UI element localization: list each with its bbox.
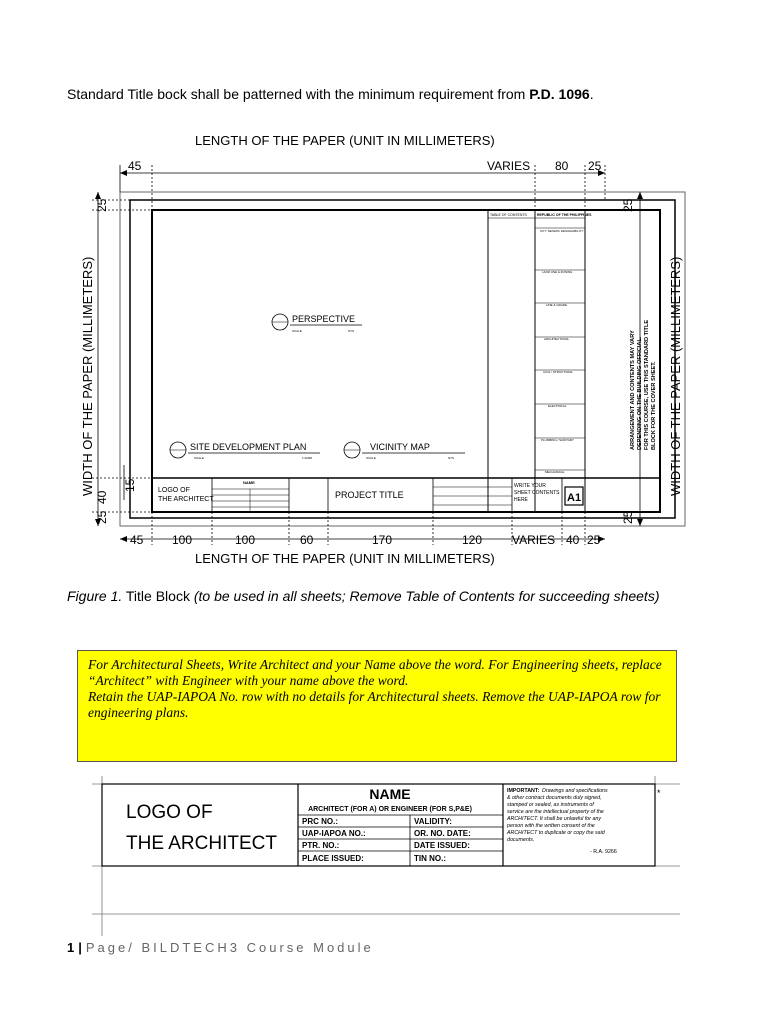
drawing-border [152, 210, 660, 512]
diagram-logo-line1: LOGO OF [158, 487, 190, 494]
dim-bottom-40: 40 [566, 533, 580, 547]
right-dimension-label: WIDTH OF THE PAPER (MILLIMETERS) [668, 256, 683, 496]
vicinity-map-label: VICINITY MAP [370, 442, 430, 452]
svg-text:NTS: NTS [448, 456, 454, 460]
svg-text:PLUMBING / SANITARY: PLUMBING / SANITARY [541, 438, 574, 442]
top-dimension-label: LENGTH OF THE PAPER (UNIT IN MILLIMETERS) [195, 133, 495, 148]
svg-text:CIVIL / STRUCTURAL: CIVIL / STRUCTURAL [543, 370, 574, 374]
intro-text: Standard Title bock shall be patterned with the minimum requirement from P.D. 1096. [67, 86, 594, 102]
bottom-dimension-label: LENGTH OF THE PAPER (UNIT IN MILLIMETERS) [195, 551, 495, 566]
field-place: PLACE ISSUED: [302, 854, 364, 863]
svg-text:IMPORTANT:: IMPORTANT: [507, 788, 540, 794]
field-prc: PRC NO.: [302, 817, 338, 826]
svg-text:SCALE: SCALE [194, 456, 204, 460]
left-dimension-label: WIDTH OF THE PAPER (MILLIMETERS) [80, 256, 95, 496]
detail-name: NAME [369, 786, 411, 802]
paper-border [130, 200, 675, 518]
detail-subtitle: ARCHITECT (FOR A) OR ENGINEER (FOR S,P&E) [308, 806, 472, 813]
svg-text:FOR THIS COURSE, USE THIS STAN: FOR THIS COURSE, USE THIS STANDARD TITLE [644, 319, 650, 450]
diagram-logo-line2: THE ARCHITECT [158, 496, 214, 503]
dim-bottom-varies: VARIES [512, 533, 556, 547]
svg-text:ARCHITECTURAL: ARCHITECTURAL [544, 337, 570, 341]
dim-bottom-25: 25 [587, 533, 601, 547]
dim-top-25: 25 [588, 159, 602, 173]
dim-left-25a: 25 [95, 198, 109, 212]
dim-left-25b: 25 [95, 510, 109, 524]
page-number: 1 [67, 940, 75, 955]
sheet-number: A1 [567, 492, 582, 504]
svg-text:person with the written consen: person with the written consent of the [507, 823, 595, 829]
dim-top-varies: VARIES [487, 159, 531, 173]
svg-text:ARCHITECT to duplicate or copy: ARCHITECT to duplicate or copy the said [507, 830, 605, 836]
svg-text:ARRANGEMENT AND CONTENTS MAY: ARRANGEMENT AND CONTENTS MAY VARY [630, 330, 636, 450]
field-or: OR. NO. DATE: [414, 829, 471, 838]
perspective-label: PERSPECTIVE [292, 314, 356, 324]
svg-text:1:200M: 1:200M [302, 456, 313, 460]
svg-text:BLOCK FOR THE COVER SHEET.: BLOCK FOR THE COVER SHEET. [651, 361, 657, 450]
diagram-name: NAME [243, 480, 255, 485]
svg-text:CITY SEISMIC DESIGNABILITY: CITY SEISMIC DESIGNABILITY [540, 229, 584, 233]
dim-right-25a: 25 [621, 198, 635, 212]
field-ptr: PTR. NO.: [302, 841, 340, 850]
svg-text:SHEET CONTENTS: SHEET CONTENTS [514, 490, 560, 496]
svg-text:documents.: documents. [507, 837, 535, 843]
instruction-note [77, 650, 677, 762]
detail-logo-line1: LOGO OF [126, 802, 213, 823]
svg-text:ELECTRICAL: ELECTRICAL [548, 404, 567, 408]
svg-text:ARCHITECT. It shall be unlawfu: ARCHITECT. It shall be unlawful for any [507, 816, 602, 822]
svg-text:- R.A. 9266: - R.A. 9266 [590, 849, 617, 855]
footer-text: Page/ BILDTECH3 Course Module [85, 940, 374, 955]
field-date-issued: DATE ISSUED: [414, 841, 470, 850]
svg-text:REPUBLIC OF THE PHILIPPINES: REPUBLIC OF THE PHILIPPINES [537, 213, 592, 217]
diagram-project-title: PROJECT TITLE [335, 490, 404, 500]
dim-bottom-45: 45 [130, 533, 144, 547]
dim-left-15: 15 [123, 478, 137, 492]
svg-text:HERE: HERE [514, 497, 528, 503]
svg-text:SCALE: SCALE [292, 329, 302, 333]
dim-right-25b: 25 [621, 510, 635, 524]
svg-text:DEPENDING ON THE BUILDING OFFI: DEPENDING ON THE BUILDING OFFICIAL. [637, 336, 643, 450]
svg-text:service are the intellectual p: service are the intellectual property of the [507, 809, 604, 815]
title-block-diagram [0, 120, 768, 570]
svg-text:*: * [657, 788, 661, 798]
dim-bottom-60: 60 [300, 533, 314, 547]
dim-bottom-120: 120 [462, 533, 483, 547]
svg-text:NTS: NTS [348, 329, 354, 333]
field-validity: VALIDITY: [414, 817, 452, 826]
site-plan-label: SITE DEVELOPMENT PLAN [190, 442, 307, 452]
svg-text:stamped or sealed, as instrume: stamped or sealed, as instruments of [507, 802, 594, 808]
figure-caption: Figure 1. Title Block (to be used in all sheets; Remove Table of Contents for succeeding sheets) [67, 588, 660, 604]
dim-left-40: 40 [95, 490, 109, 504]
paper-outline [120, 192, 685, 526]
svg-text:MECHANICAL: MECHANICAL [545, 470, 565, 474]
field-uap: UAP-IAPOA NO.: [302, 829, 366, 838]
field-tin: TIN NO.: [414, 854, 446, 863]
page-footer: 1 | Page/ BILDTECH3 Course Module [67, 940, 374, 955]
dim-bottom-100b: 100 [235, 533, 256, 547]
svg-text:Drawings and specifications: Drawings and specifications [542, 788, 608, 794]
instruction-line-2: Retain the UAP-IAPOA No. row with no details for Architectural sheets. Remove the UAP-IAPOA row for engineering plans. [88, 689, 661, 720]
svg-text:SCALE: SCALE [366, 456, 376, 460]
svg-text:LINE & GRADE: LINE & GRADE [546, 303, 568, 307]
title-block-detail [0, 770, 768, 940]
detail-logo-line2: THE ARCHITECT [126, 833, 277, 854]
dim-bottom-100a: 100 [172, 533, 193, 547]
svg-text:WRITE YOUR: WRITE YOUR [514, 483, 546, 489]
dim-top-45: 45 [128, 159, 142, 173]
dim-bottom-170: 170 [372, 533, 393, 547]
instruction-line-1: For Architectural Sheets, Write Architect and your Name above the word. For Engineering sheets, replace “Architect” with Engineer with your name above the word. [88, 657, 662, 688]
svg-text:& other contract documents dul: & other contract documents duly signed, [507, 795, 602, 801]
svg-text:LAND USE & ZONING: LAND USE & ZONING [542, 270, 573, 274]
dim-top-80: 80 [555, 159, 569, 173]
svg-text:TABLE OF CONTENTS: TABLE OF CONTENTS [490, 213, 527, 217]
intro-reference: P.D. 1096 [529, 86, 590, 102]
